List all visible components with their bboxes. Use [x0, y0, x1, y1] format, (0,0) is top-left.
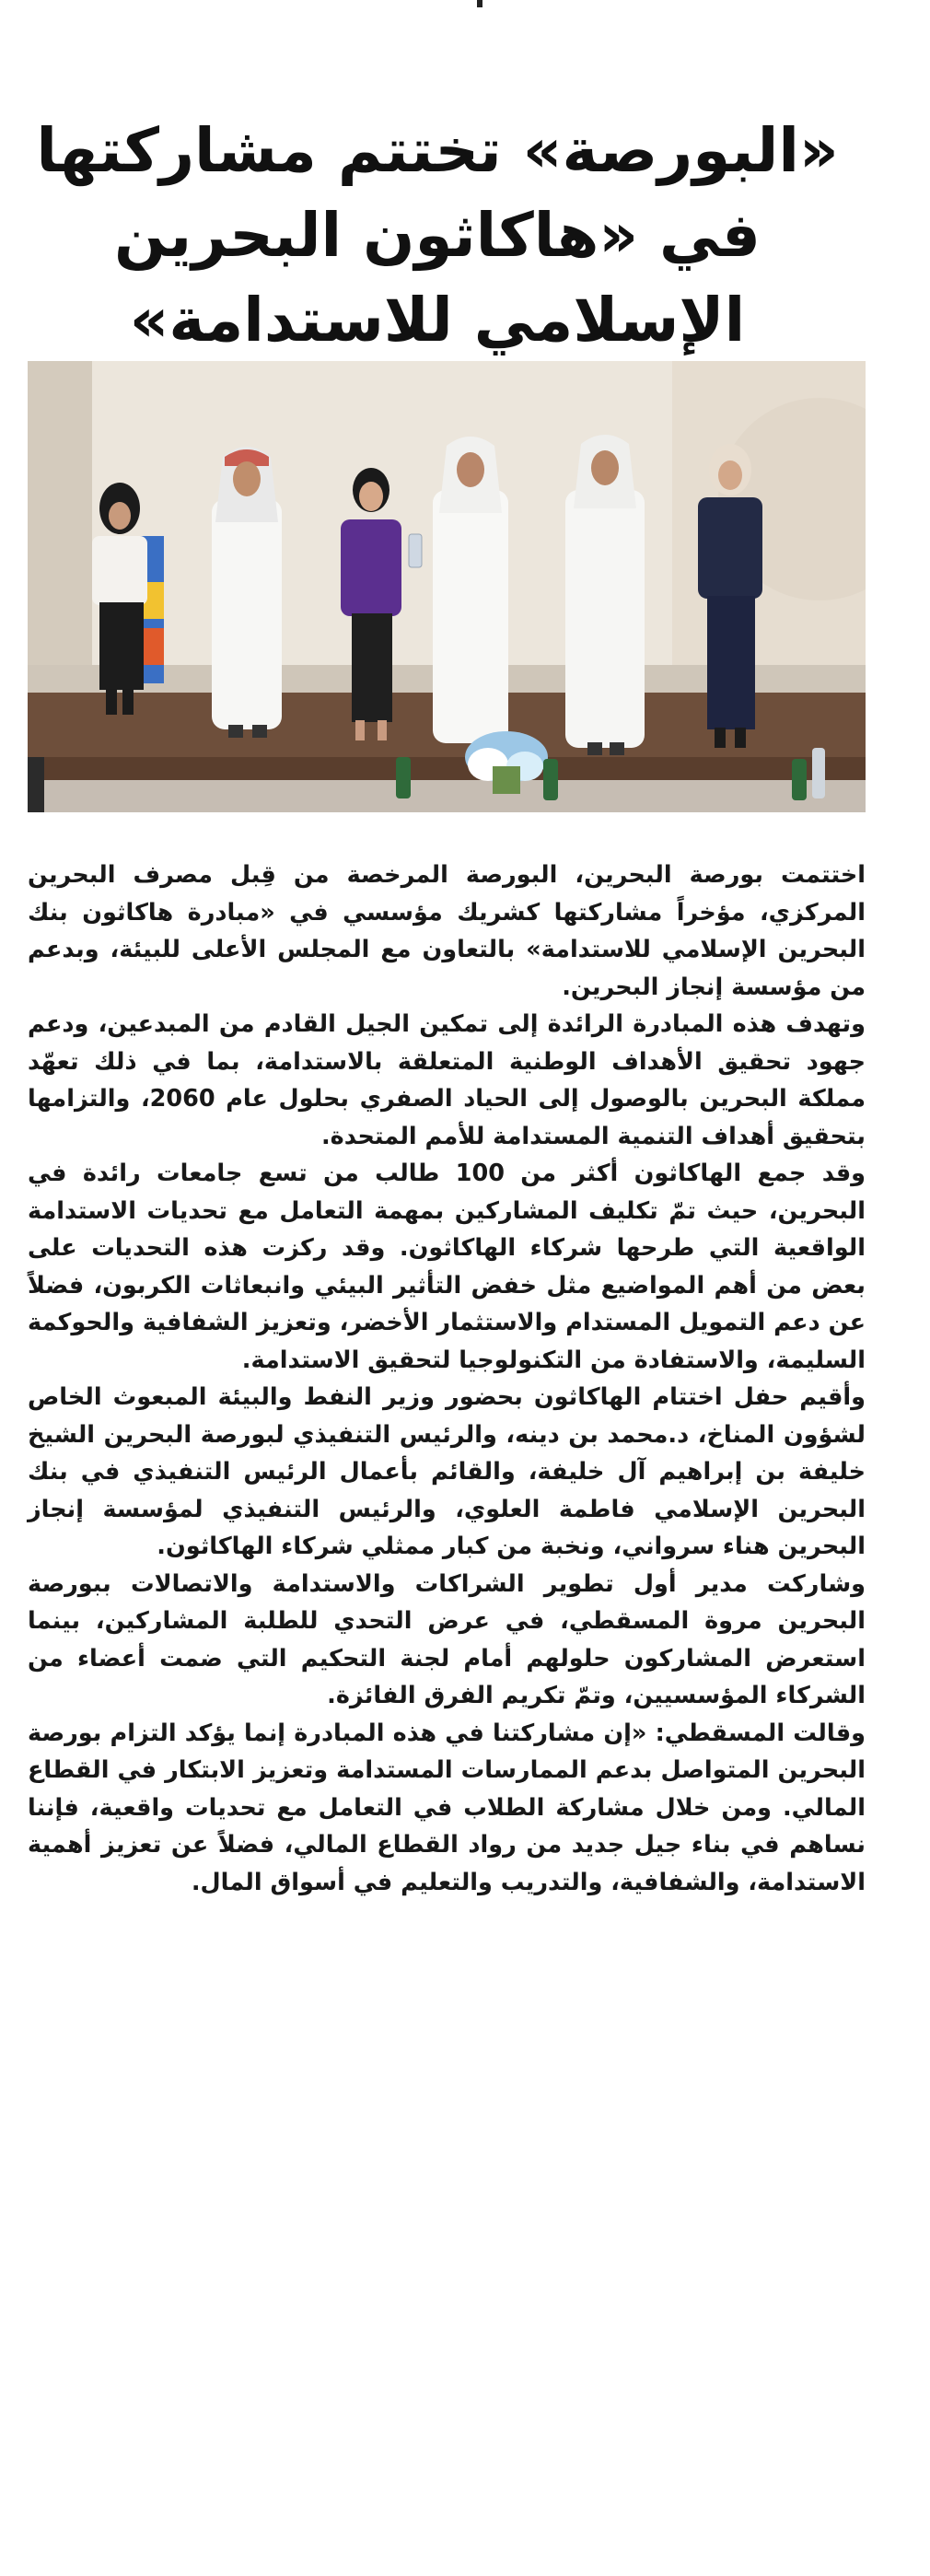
body-paragraph: وأقيم حفل اختتام الهاكاثون بحضور وزير النفط والبيئة المبعوث الخاص لشؤون المناخ، د.محمد بن دينه، والرئيس التنفيذي لبورصة البحرين الشيخ خليفة بن إبراهيم آل خليفة، والقائم بأعمال الرئيس التنفيذي في بنك البحرين الإسلامي فاطمة العلوي، والرئيس التنفيذي لمؤسسة إنجاز البحرين هناء سرواني، ونخبة من كبار ممثلي شركاء الهاكاثون. — [28, 1383, 866, 1560]
headline-line-3: الإسلامي للاستدامة» — [129, 285, 746, 356]
body-paragraph: وشاركت مدير أول تطوير الشراكات والاستدامة والاتصالات ببورصة البحرين مروة المسقطي، في عرض التحدي للطلبة المشاركين، بينما استعرض المشاركون حلولهم أمام لجنة التحكيم التي ضمت أعضاء من الشركاء المؤسسيين، وتمّ تكريم الفرق الفائزة. — [28, 1569, 866, 1709]
article-body — [28, 857, 866, 1901]
page-top-mark — [477, 0, 482, 7]
body-paragraph: وقد جمع الهاكاثون أكثر من 100 طالب من تسع جامعات رائدة في البحرين، حيث تمّ تكليف المشاركين بمهمة التعامل مع تحديات الاستدامة الواقعية التي طرحها شركاء الهاكاثون. وقد ركزت هذه التحديات على بعض من أهم المواضيع مثل خفض التأثير البيئي وانبعاثات الكربون، فضلاً عن دعم التمويل المستدام والاستثمار الأخضر، وتعزيز الشفافية والحوكمة السليمة، والاستفادة من التكنولوجيا لتحقيق الاستدامة. — [28, 1160, 866, 1374]
body-paragraph: اختتمت بورصة البحرين، البورصة المرخصة من قِبل مصرف البحرين المركزي، مؤخراً مشاركتها كشريك مؤسسي في «مبادرة هاكاثون بنك البحرين الإسلامي للاستدامة» بالتعاون مع المجلس الأعلى للبيئة، وبدعم من مؤسسة إنجاز البحرين. — [28, 861, 866, 1001]
article-headline — [18, 109, 856, 363]
headline-line-2: في «هاكاثون البحرين — [114, 200, 761, 271]
body-paragraph: وقالت المسقطي: «إن مشاركتنا في هذه المبادرة إنما يؤكد التزام بورصة البحرين المتواصل بدعم الممارسات المستدامة وتعزيز الابتكار في القطاع المالي. ومن خلال مشاركة الطلاب في التعامل مع تحديات واقعية، فإننا نساهم في بناء جيل جديد من رواد القطاع المالي، فضلاً عن تعزيز أهمية الاستدامة، والشفافية، والتدريب والتعليم في أسواق المال. — [28, 1719, 866, 1896]
headline-line-1: «البورصة» تختتم مشاركتها — [36, 115, 839, 186]
body-paragraph: وتهدف هذه المبادرة الرائدة إلى تمكين الجيل القادم من المبدعين، ودعم جهود تحقيق الأهداف الوطنية المتعلقة بالاستدامة، بما في ذلك تعهّد مملكة البحرين بالوصول إلى الحياد الصفري بحلول عام 2060، والتزامها بتحقيق أهداف التنمية المستدامة للأمم المتحدة. — [28, 1010, 866, 1150]
article-photo — [28, 361, 866, 812]
